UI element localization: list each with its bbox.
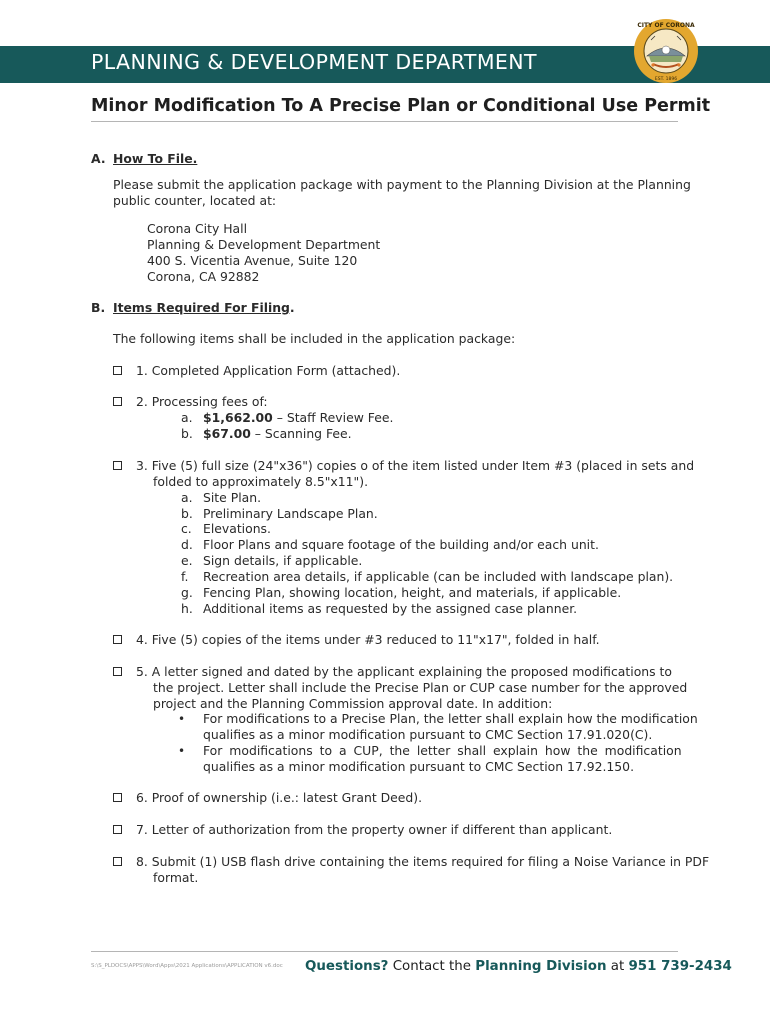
item3-sub-text: Floor Plans and square footage of the building and/or each unit. [203,537,599,552]
item5-bullet1-line1: For modifications to a Precise Plan, the letter shall explain how the modification [203,711,698,726]
seal-bottom-text: EST. 1896 [654,77,678,82]
scanning-fee-label: – Scanning Fee. [250,426,352,441]
item1-checkbox[interactable] [113,366,122,375]
footer-contact [305,959,732,974]
item2-sub-b [203,426,352,442]
item2-sub-a [203,410,393,426]
section-a-intro-2: public counter, located at: [113,193,277,208]
bullet-dot: • [178,712,186,726]
address-line: Corona, CA 92882 [147,269,260,284]
item5-checkbox[interactable] [113,667,122,676]
item5-bullet1-line2: qualifies as a minor modification pursuant to CMC Section 17.91.020(C). [203,727,653,742]
item5-bullet2-line2: qualifies as a minor modification pursuant to CMC Section 17.92.150. [203,759,635,774]
item7-text: 7. Letter of authorization from the property owner if different than applicant. [136,822,613,837]
item5-bullet2-line1: For modifications to a CUP, the letter shall explain how the modification [203,743,682,758]
item3-sub-text: Fencing Plan, showing location, height, and materials, if applicable. [203,585,622,600]
item3-sub-letter: e. [181,553,193,568]
item3-checkbox[interactable] [113,461,122,470]
at-text: at [606,959,629,974]
item3-sub-letter: d. [181,537,193,552]
item2-text: 2. Processing fees of: [136,394,268,409]
item2-checkbox[interactable] [113,397,122,406]
item3-sub-text: Site Plan. [203,490,262,505]
item6-text: 6. Proof of ownership (i.e.: latest Grant Deed). [136,790,423,805]
section-b-intro: The following items shall be included in the application package: [113,331,516,346]
section-b-heading-line [113,300,295,316]
department-title: PLANNING & DEVELOPMENT DEPARTMENT [91,50,537,74]
item3-sub-text: Elevations. [203,521,271,536]
item5-line-1: 5. A letter signed and dated by the applicant explaining the proposed modifications to [136,664,672,679]
item3-sub-letter: f. [181,569,189,584]
file-path: S:\S_PLDOCS\APPS\Word\Apps\2021 Applications\APPLICATION v6.doc [91,963,283,969]
section-a-heading: How To File. [113,151,198,166]
item1-text: 1. Completed Application Form (attached). [136,363,401,378]
address-line: Planning & Development Department [147,237,381,252]
item5-line-3: project and the Planning Commission approval date. In addition: [153,696,553,711]
staff-review-fee-label: – Staff Review Fee. [272,410,394,425]
item3-line-1: 3. Five (5) full size (24"x36") copies o of the item listed under Item #3 (placed in sets and [136,458,695,473]
item6-checkbox[interactable] [113,793,122,802]
contact-text: Contact the [388,959,476,974]
item3-line-2: folded to approximately 8.5"x11"). [153,474,369,489]
item8-checkbox[interactable] [113,857,122,866]
item8-line-1: 8. Submit (1) USB flash drive containing the items required for filing a Noise Variance in PDF [136,854,710,869]
planning-division-label: Planning Division [475,959,607,974]
item3-sub-text: Sign details, if applicable. [203,553,363,568]
item3-sub-text: Preliminary Landscape Plan. [203,506,378,521]
phone-number[interactable]: 951 739-2434 [628,959,732,974]
section-b-heading: Items Required For Filing [113,300,290,315]
item5-line-2: the project. Letter shall include the Precise Plan or CUP case number for the approved [153,680,688,695]
item7-checkbox[interactable] [113,825,122,834]
item3-sub-letter: c. [181,521,192,536]
staff-review-fee-amount: $1,662.00 [203,410,273,425]
section-b-heading-period: . [289,300,295,315]
item3-sub-letter: h. [181,601,193,616]
address-line: 400 S. Vicentia Avenue, Suite 120 [147,253,358,268]
item8-line-2: format. [153,870,199,885]
section-a-marker: A. [91,151,106,166]
title-rule [91,121,678,122]
document-title: Minor Modification To A Precise Plan or Conditional Use Permit [91,96,711,116]
section-b-marker: B. [91,300,106,315]
item2-sub-letter: b. [181,426,193,441]
item3-sub-text: Recreation area details, if applicable (can be included with landscape plan). [203,569,674,584]
item3-sub-letter: b. [181,506,193,521]
item4-checkbox[interactable] [113,635,122,644]
questions-label: Questions? [305,959,389,974]
address-line: Corona City Hall [147,221,248,236]
seal-top-text: CITY OF CORONA [637,22,695,29]
scanning-fee-amount: $67.00 [203,426,251,441]
section-a-intro-1: Please submit the application package with payment to the Planning Division at the Planning [113,177,691,192]
item3-sub-letter: a. [181,490,193,505]
footer-rule [91,951,678,952]
item3-sub-letter: g. [181,585,193,600]
item2-sub-letter: a. [181,410,193,425]
bullet-dot: • [178,744,186,758]
item4-text: 4. Five (5) copies of the items under #3 reduced to 11"x17", folded in half. [136,632,600,647]
city-seal-logo [633,18,699,84]
item3-sub-text: Additional items as requested by the assigned case planner. [203,601,578,616]
